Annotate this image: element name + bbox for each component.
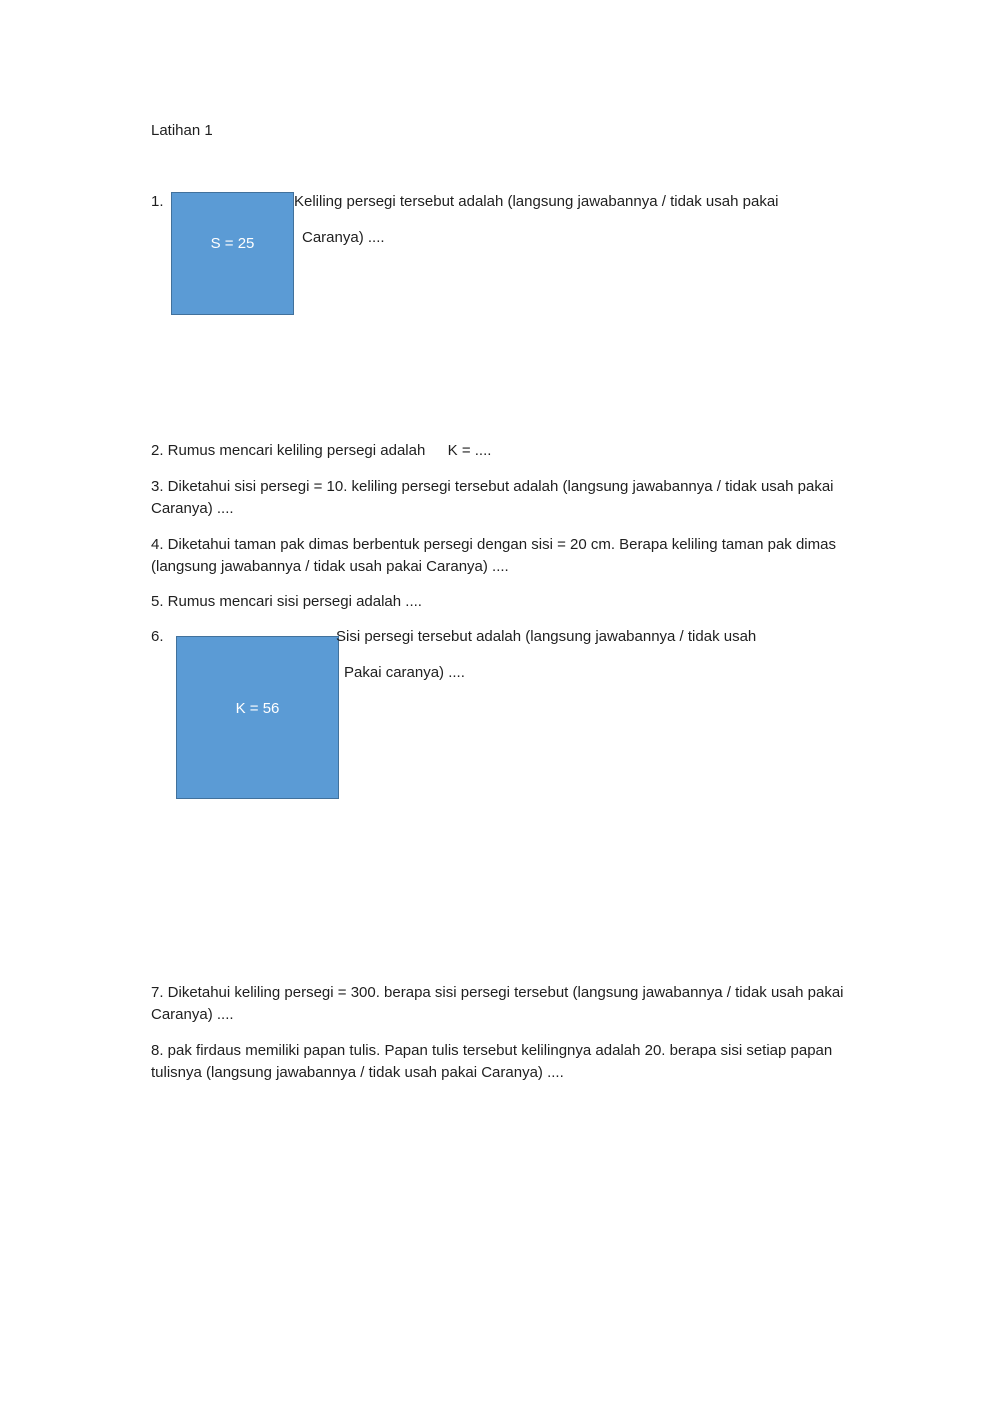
question-2: [151, 440, 491, 462]
question-6-text-line1: Sisi persegi tersebut adalah (langsung jawabannya / tidak usah: [336, 628, 757, 645]
square-1-label: S = 25: [210, 235, 255, 252]
question-4: 4. Diketahui taman pak dimas berbentuk persegi dengan sisi = 20 cm. Berapa keliling taman pak dimas (langsung jawabannya / tidak usah pakai Caranya) ....: [151, 536, 836, 575]
question-1-text-line1: Keliling persegi tersebut adalah (langsung jawabannya / tidak usah pakai: [294, 193, 779, 210]
question-7: 7. Diketahui keliling persegi = 300. berapa sisi persegi tersebut (langsung jawabannya / tidak usah pakai Caranya) ....: [151, 984, 844, 1023]
question-5: 5. Rumus mencari sisi persegi adalah ....: [151, 593, 422, 610]
question-8: 8. pak firdaus memiliki papan tulis. Papan tulis tersebut kelilingnya adalah 20. berapa sisi setiap papan tulisnya (langsung jawabannya / tidak usah pakai Caranya) ....: [151, 1042, 833, 1081]
question-3: 3. Diketahui sisi persegi = 10. keliling persegi tersebut adalah (langsung jawabannya / tidak usah pakai Caranya) ....: [151, 478, 834, 517]
question-2-text: 2. Rumus mencari keliling persegi adalah: [151, 442, 426, 459]
square-shape-6: [176, 636, 339, 799]
question-2-formula: K = ....: [447, 442, 492, 459]
page-title: Latihan 1: [151, 122, 213, 139]
question-6-text-line2: Pakai caranya) ....: [344, 664, 465, 681]
question-1-number: 1.: [151, 193, 164, 210]
square-shape-1: [171, 192, 294, 315]
question-6-number: 6.: [151, 628, 164, 645]
question-1-text-line2: Caranya) ....: [302, 229, 385, 246]
square-6-label: K = 56: [235, 700, 280, 717]
